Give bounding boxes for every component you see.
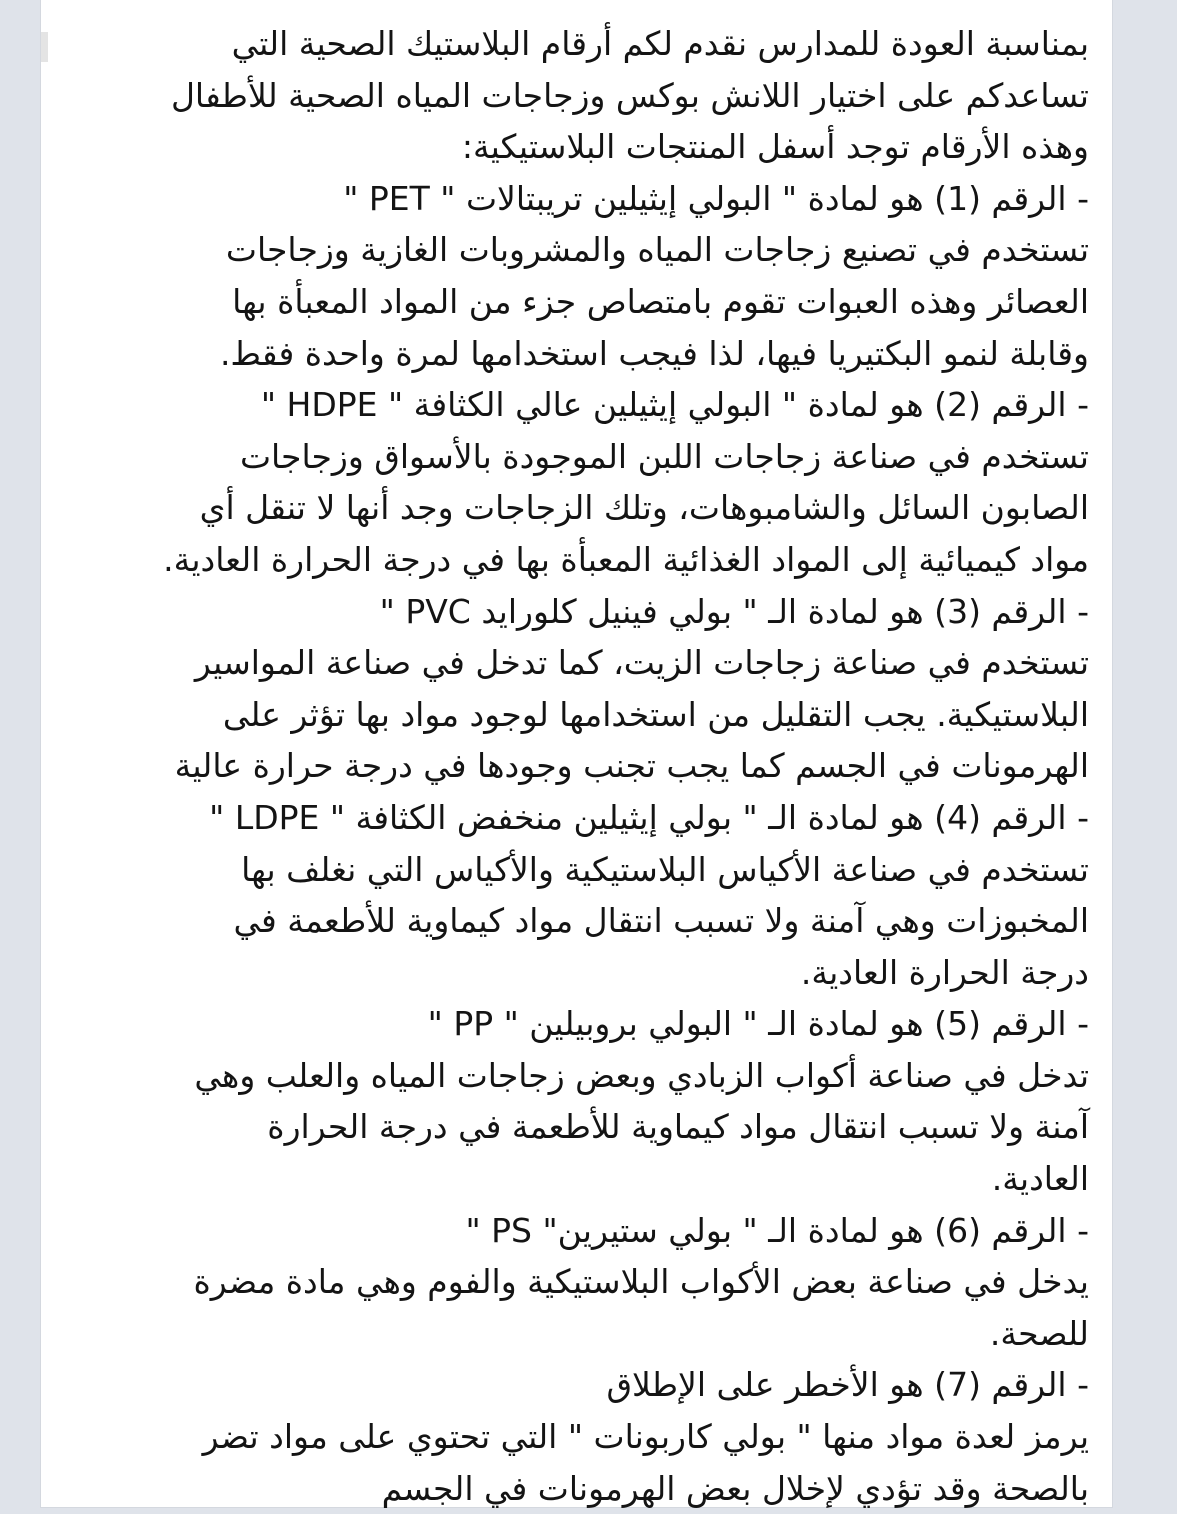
post-line: بمناسبة العودة للمدارس نقدم لكم أرقام البلاستيك الصحية التي [231, 24, 1089, 63]
post-line: بالصحة وقد تؤدي لإخلال بعض الهرمونات في الجسم [381, 1468, 1089, 1508]
post-text [79, 18, 1089, 1514]
post-line: يرمز لعدة مواد منها " بولي كاربونات " التي تحتوي على مواد تضر [202, 1417, 1089, 1457]
post-line: الهرمونات في الجسم كما يجب تجنب وجودها في درجة حرارة عالية [174, 746, 1089, 786]
post-line: العصائر وهذه العبوات تقوم بامتصاص جزء من المواد المعبأة بها [232, 281, 1089, 321]
post-line: العادية. [991, 1159, 1089, 1199]
post-line: البلاستيكية. يجب التقليل من استخدامها لوجود مواد بها تؤثر على [222, 694, 1089, 734]
post-line: تستخدم في صناعة الأكياس البلاستيكية والأكياس التي نغلف بها [241, 849, 1089, 889]
post-line: تستخدم في صناعة زجاجات اللبن الموجودة بالأسواق وزجاجات [239, 436, 1089, 476]
post-line: تدخل في صناعة أكواب الزبادي وبعض زجاجات المياه والعلب وهي [194, 1055, 1089, 1095]
post-line: المخبوزات وهي آمنة ولا تسبب انتقال مواد كيماوية للأطعمة في [233, 901, 1089, 941]
post-line: وهذه الأرقام توجد أسفل المنتجات البلاستيكية: [461, 127, 1089, 167]
scroll-indicator [41, 32, 48, 62]
post-line: - الرقم (4) هو لمادة الـ " بولي إيثيلين منخفض الكثافة " LDPE " [209, 797, 1089, 837]
post-line: آمنة ولا تسبب انتقال مواد كيماوية للأطعمة في درجة الحرارة [267, 1107, 1089, 1147]
post-line: - الرقم (1) هو لمادة " البولي إيثيلين تريبتالات " PET " [343, 178, 1089, 218]
post-line: مواد كيميائية إلى المواد الغذائية المعبأة بها في درجة الحرارة العادية. [163, 539, 1089, 579]
post-line: تستخدم في صناعة زجاجات الزيت، كما تدخل في صناعة المواسير [194, 643, 1089, 683]
post-line: - الرقم (2) هو لمادة " البولي إيثيلين عالي الكثافة " HDPE " [260, 385, 1089, 425]
post-line: - الرقم (7) هو الأخطر على الإطلاق [606, 1365, 1089, 1405]
post-line: تستخدم في تصنيع زجاجات المياه والمشروبات الغازية وزجاجات [225, 230, 1089, 270]
post-line: تساعدكم على اختيار اللانش بوكس وزجاجات المياه الصحية للأطفال [170, 75, 1089, 115]
post-line: يدخل في صناعة بعض الأكواب البلاستيكية والفوم وهي مادة مضرة [193, 1262, 1089, 1302]
post-line: - الرقم (3) هو لمادة الـ " بولي فينيل كلورايد PVC " [379, 591, 1089, 631]
post-line: للصحة. [989, 1313, 1089, 1353]
post-line: - الرقم (6) هو لمادة الـ " بولي ستيرين" PS " [465, 1210, 1089, 1250]
post-line: وقابلة لنمو البكتيريا فيها، لذا فيجب استخدامها لمرة واحدة فقط. [219, 333, 1089, 373]
post-line: - الرقم (5) هو لمادة الـ " البولي بروبيلين " PP " [427, 1004, 1089, 1044]
post-line: الصابون السائل والشامبوهات، وتلك الزجاجات وجد أنها لا تنقل أي [199, 488, 1089, 528]
post-line: درجة الحرارة العادية. [800, 952, 1089, 992]
